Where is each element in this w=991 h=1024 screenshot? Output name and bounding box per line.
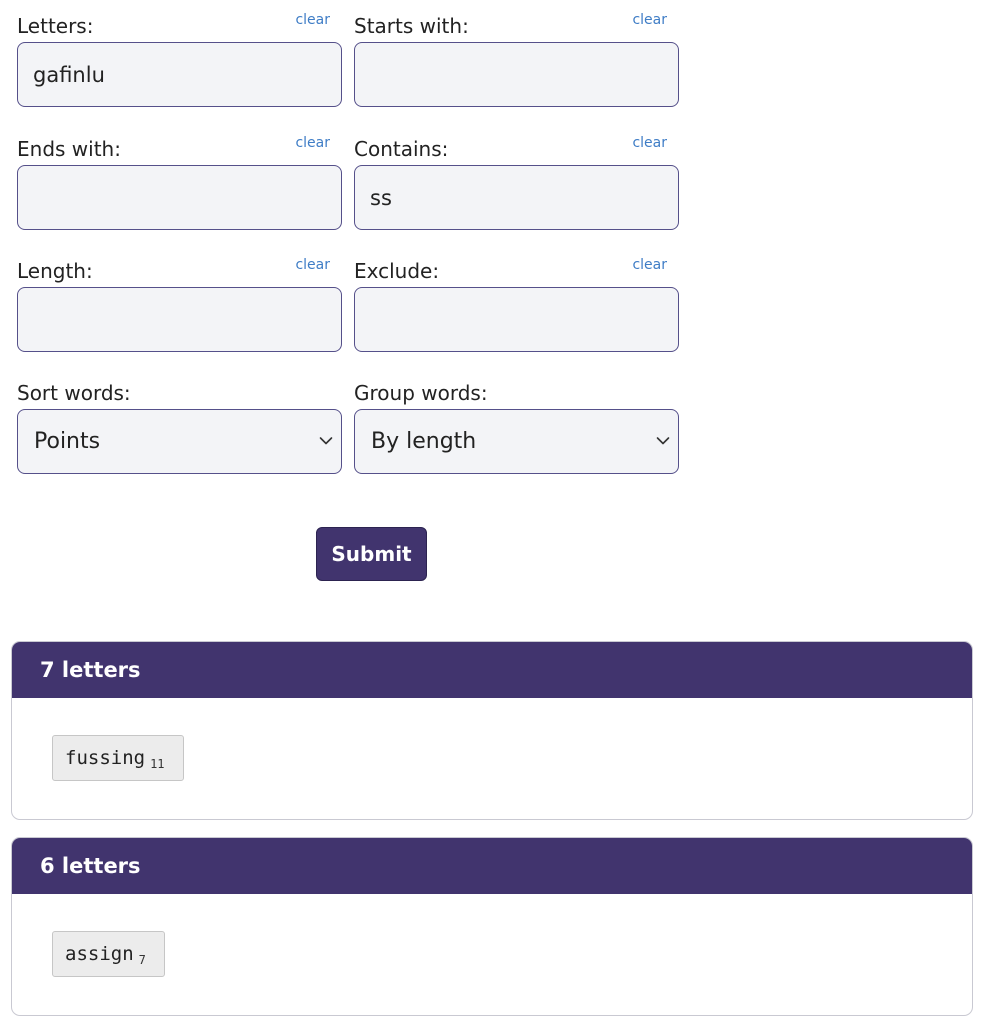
word-chip[interactable] [52,735,184,781]
sort-words-selected-value: Points [34,429,101,454]
ends-with-label: Ends with: [17,137,121,161]
starts-with-clear-link[interactable]: clear [632,12,667,28]
starts-with-label: Starts with: [354,14,469,38]
length-input[interactable] [17,287,342,352]
result-group-body [12,698,972,819]
word-points: 11 [150,757,165,771]
submit-button[interactable]: Submit [316,527,427,581]
sort-words-label: Sort words: [17,381,131,405]
result-group-heading: 6 letters [12,838,972,894]
ends-with-input[interactable] [17,165,342,230]
word-points: 7 [138,953,146,967]
result-group-body [12,894,972,1015]
chevron-down-icon [319,434,333,448]
contains-clear-link[interactable]: clear [632,135,667,151]
word-text: assign [65,943,134,965]
contains-input[interactable] [354,165,679,230]
letters-clear-link[interactable]: clear [295,12,330,28]
word-chip[interactable] [52,931,165,977]
contains-label: Contains: [354,137,449,161]
letters-label: Letters: [17,14,94,38]
length-label: Length: [17,259,93,283]
exclude-input[interactable] [354,287,679,352]
length-clear-link[interactable]: clear [295,257,330,273]
sort-words-select[interactable] [17,409,342,474]
letters-input[interactable] [17,42,342,107]
word-text: fussing [65,747,146,769]
exclude-clear-link[interactable]: clear [632,257,667,273]
group-words-label: Group words: [354,381,488,405]
ends-with-clear-link[interactable]: clear [295,135,330,151]
group-words-selected-value: By length [371,429,477,454]
result-group-6-letters [11,837,973,1016]
result-group-heading: 7 letters [12,642,972,698]
starts-with-input[interactable] [354,42,679,107]
chevron-down-icon [656,434,670,448]
group-words-select[interactable] [354,409,679,474]
result-group-7-letters [11,641,973,820]
exclude-label: Exclude: [354,259,440,283]
